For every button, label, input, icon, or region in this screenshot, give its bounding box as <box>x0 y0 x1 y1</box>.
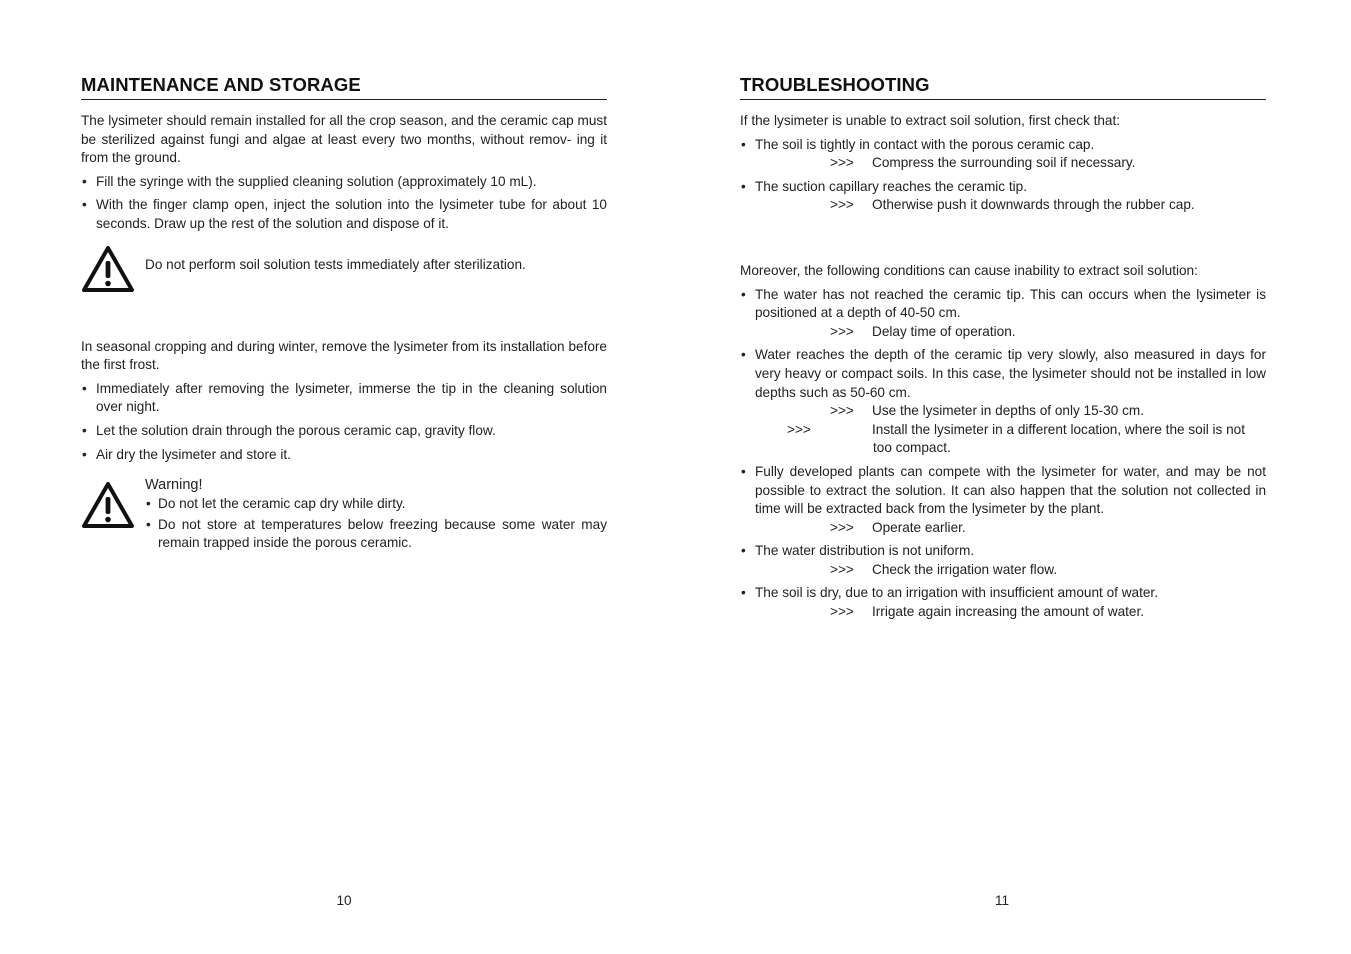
list-item: • Do not store at temperatures below freezing because some water may remain trapped inside the porous ceramic. <box>145 516 607 553</box>
warning-list <box>145 495 607 553</box>
sterilization-steps <box>81 173 607 234</box>
check-list <box>740 136 1266 215</box>
section-heading: TROUBLESHOOTING <box>740 74 1266 100</box>
section-heading: MAINTENANCE AND STORAGE <box>81 74 607 100</box>
maintenance-intro: The lysimeter should remain installed for all the crop season, and the ceramic cap must be sterilized against fungi and algae at least every two months, without remov- ing it from the ground. <box>81 113 607 166</box>
conditions-intro: Moreover, the following conditions can cause inability to extract soil solution: <box>740 262 1198 278</box>
list-item: • The water distribution is not uniform. >>> Check the irrigation water flow. <box>740 542 1266 579</box>
remedy: >>> Delay time of operation. <box>830 323 1016 339</box>
list-item: • With the finger clamp open, inject the solution into the lysimeter tube for about 10 seconds. Draw up the rest of the solution and dispose of it. <box>81 196 607 233</box>
list-item: • Immediately after removing the lysimeter, immerse the tip in the cleaning solution over night. <box>81 380 607 417</box>
seasonal-intro: In seasonal cropping and during winter, remove the lysimeter from its installation before the first frost. <box>81 338 607 373</box>
list-item: • Let the solution drain through the porous ceramic cap, gravity flow. <box>81 422 607 441</box>
remedy: >>> Install the lysimeter in a different location, where the soil is not too compact. <box>787 421 1246 456</box>
list-item: • Fully developed plants can compete with the lysimeter for water, and may be not possible to extract the solution. It can also happen that the solution not collected in time will be extracted back from the lysimeter by the plant. >>> Operate earlier. <box>740 463 1266 537</box>
troubleshooting-section <box>740 74 1266 622</box>
list-item <box>740 178 1266 215</box>
warning-notice <box>81 474 607 553</box>
list-item: • Water reaches the depth of the ceramic tip very slowly, also measured in days for very heavy or compact soils. In this case, the lysimeter should not be installed in low depths such as 50-60 cm. >>> Use the lysimeter in depths of only 15-30 cm. >>> Install the lysimeter in a different location, where the soil is not too compact. <box>740 346 1266 458</box>
warning-triangle-icon <box>81 480 135 530</box>
warning-triangle-icon <box>81 244 135 294</box>
remedy: >>> Compress the surrounding soil if necessary. <box>830 155 1136 171</box>
list-item: • The soil is dry, due to an irrigation with insufficient amount of water. >>> Irrigate again increasing the amount of water. <box>740 584 1266 621</box>
troubleshooting-intro: If the lysimeter is unable to extract soil solution, first check that: <box>740 113 1121 128</box>
page-right <box>676 0 1351 954</box>
remedy: >>> Check the irrigation water flow. <box>830 561 1058 577</box>
remedy: >>> Irrigate again increasing the amount of water. <box>830 604 1145 620</box>
list-item <box>740 136 1266 173</box>
list-item: • Fill the syringe with the supplied cleaning solution (approximately 10 mL). <box>81 173 607 192</box>
page-number: 10 <box>336 893 352 908</box>
list-item: • Air dry the lysimeter and store it. <box>81 446 607 465</box>
conditions-list <box>740 286 1266 622</box>
seasonal-steps <box>81 380 607 464</box>
caution-text: Do not perform soil solution tests immediately after sterilization. <box>145 256 526 272</box>
remedy: >>> Use the lysimeter in depths of only 15-30 cm. <box>830 403 1145 419</box>
caution-notice <box>81 244 607 294</box>
warning-title: Warning! <box>145 477 203 494</box>
remedy: >>> Otherwise push it downwards through the rubber cap. <box>830 197 1195 213</box>
page-number: 11 <box>994 893 1010 908</box>
list-item: • Do not let the ceramic cap dry while dirty. <box>145 495 607 514</box>
list-item: • The water has not reached the ceramic tip. This can occurs when the lysimeter is positioned at a depth of 40-50 cm. >>> Delay time of operation. <box>740 286 1266 342</box>
remedy: >>> Operate earlier. <box>830 519 966 535</box>
check-text: The suction capillary reaches the ceramic tip. <box>755 178 1027 194</box>
check-text: The soil is tightly in contact with the porous ceramic cap. <box>755 136 1095 152</box>
maintenance-section <box>81 74 607 553</box>
